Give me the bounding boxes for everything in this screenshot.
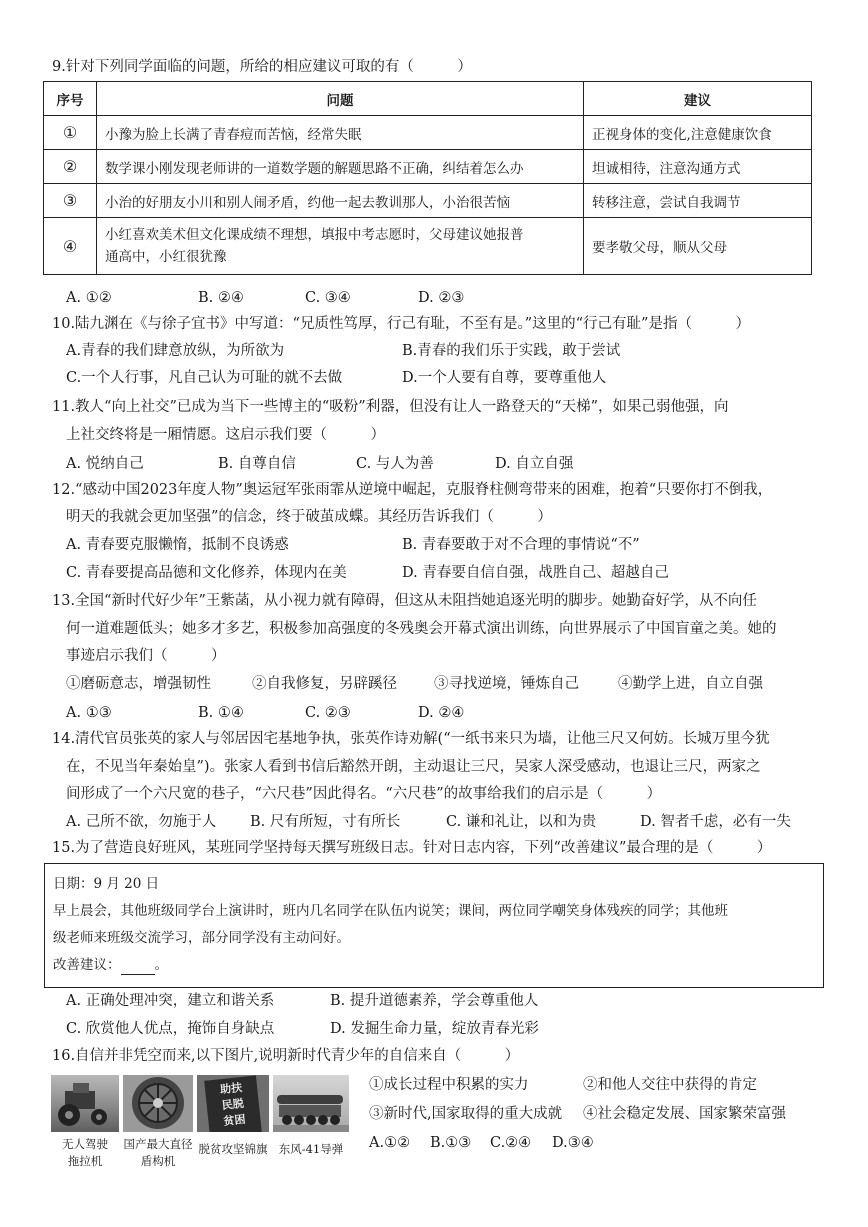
q9-option-c: C. ③④ [305, 290, 351, 306]
row-problem: 小治的好朋友小川和别人闹矛盾，约他一起去教训那人，小治很苦恼 [97, 184, 584, 218]
q13-option-b: B. ①④ [198, 705, 244, 721]
row-advice: 正视身体的变化,注意健康饮食 [584, 116, 812, 150]
log-suggestion [53, 955, 168, 975]
log-line-1: 早上晨会，其他班级同学台上演讲时，班内几名同学在队伍内说笑；课间，两位同学嘲笑身体残疾的同学；其他班 [53, 903, 728, 919]
q11-stem-line1: 11.教人“向上社交”已成为当下一些博主的“吸粉”利器，但没有让人一路登天的“天梯”，如果己弱他强，向 [52, 399, 729, 415]
q9-option-d: D. ②③ [418, 290, 465, 306]
q9-option-b: B. ②④ [198, 290, 244, 306]
row-problem: 数学课小刚发现老师讲的一道数学题的解题思路不正确，纠结着怎么办 [97, 150, 584, 184]
caption-banner: 脱贫攻坚锦旗 [198, 1142, 268, 1156]
q14-option-b: B. 尺有所短，寸有所长 [250, 814, 401, 830]
row-advice: 坦诚相待，注意沟通方式 [584, 150, 812, 184]
q11-option-c: C. 与人为善 [356, 456, 434, 472]
caption-missile: 东风-41导弹 [278, 1142, 344, 1156]
q13-item-3: ③寻找逆境，锤炼自己 [434, 676, 579, 692]
q16-stem: 16.自信并非凭空而来,以下图片,说明新时代青少年的自信来自（ ） [52, 1048, 520, 1064]
q12-option-c: C. 青春要提高品德和文化修养，体现内在美 [66, 565, 347, 581]
table-row [44, 218, 812, 275]
q15-option-c: C. 欣赏他人优点，掩饰自身缺点 [66, 1021, 275, 1037]
q16-option-b: B.①③ [430, 1135, 472, 1151]
banner-text-3: 贫困 [222, 1112, 247, 1129]
q12-stem-line2: 明天的我就会更加坚强”的信念，终于破茧成蝶。其经历告诉我们（ ） [66, 509, 552, 525]
q15-option-d: D. 发掘生命力量，绽放青春光彩 [330, 1021, 539, 1037]
q9-table [43, 81, 812, 275]
table-header-advice: 建议 [584, 82, 812, 116]
q14-stem-line2: 在，不见当年秦始皇”)。张家人看到书信后豁然开朗，主动退让三尺，吴家人深受感动，也退让三尺，两家之 [66, 759, 761, 775]
log-date: 日期：9 月 20 日 [53, 876, 160, 892]
table-row [44, 150, 812, 184]
row-advice: 转移注意，尝试自我调节 [584, 184, 812, 218]
q16-option-d: D.③④ [552, 1135, 594, 1151]
row-num: ② [44, 150, 97, 184]
caption-tractor: 无人驾驶 拖拉机 [62, 1137, 108, 1168]
row-num: ① [44, 116, 97, 150]
q11-option-a: A. 悦纳自己 [66, 456, 144, 472]
q9-stem: 9.针对下列同学面临的问题，所给的相应建议可取的有（ ） [52, 59, 472, 75]
log-line-2: 级老师来班级交流学习，部分同学没有主动问好。 [53, 930, 350, 946]
row-advice: 要孝敬父母，顺从父母 [584, 218, 812, 275]
q16-item-3: ③新时代,国家取得的重大成就 [369, 1106, 563, 1122]
q14-option-a: A. 己所不欲，勿施于人 [66, 814, 217, 830]
q10-stem: 10.陆九渊在《与徐子宜书》中写道：“兄质性笃厚，行己有耻，不至有是。”这里的“行己有耻”是指（ ） [52, 316, 750, 332]
missile-photo [273, 1075, 349, 1132]
q10-option-a: A.青春的我们肆意放纵，为所欲为 [66, 343, 285, 359]
row-num: ④ [44, 218, 97, 275]
q16-item-4: ④社会稳定发展、国家繁荣富强 [583, 1106, 786, 1122]
row-problem-line1: 小红喜欢美术但文化课成绩不理想，填报中考志愿时，父母建议她报普 [105, 227, 524, 243]
q13-option-c: C. ②③ [305, 705, 351, 721]
table-header-num: 序号 [44, 82, 97, 116]
q14-stem-line3: 间形成了一个六尺宽的巷子，“六尺巷”因此得名。“六尺巷”的故事给我们的启示是（ ） [66, 786, 662, 802]
q12-option-b: B. 青春要敢于对不合理的事情说“不” [402, 537, 640, 553]
q12-option-d: D. 青春要自信自强，战胜自己、超越自己 [402, 565, 669, 581]
q16-item-1: ①成长过程中积累的实力 [369, 1077, 529, 1093]
row-problem: 小豫为脸上长满了青春痘而苦恼，经常失眠 [97, 116, 584, 150]
q11-option-d: D. 自立自强 [495, 456, 574, 472]
q14-stem-line1: 14.清代官员张英的家人与邻居因宅基地争执，张英作诗劝解(“一纸书来只为墙，让他三尺又何妨。长城万里今犹 [52, 731, 770, 747]
class-log-box [44, 863, 824, 988]
row-problem [97, 218, 584, 275]
q11-option-b: B. 自尊自信 [218, 456, 296, 472]
tbm-photo [123, 1075, 193, 1132]
q10-option-d: D.一个人要有自尊，要尊重他人 [402, 370, 607, 386]
table-header-problem: 问题 [97, 82, 584, 116]
q14-option-c: C. 谦和礼让，以和为贵 [446, 814, 597, 830]
log-suggestion-label: 改善建议： [53, 957, 121, 973]
q10-option-b: B.青春的我们乐于实践，敢于尝试 [402, 343, 621, 359]
caption-tbm: 国产最大直径 盾构机 [123, 1137, 193, 1168]
q16-option-c: C.②④ [490, 1135, 532, 1151]
q13-stem-line1: 13.全国“新时代好少年”王紫菡，从小视力就有障碍，但这从未阻挡她追逐光明的脚步。她勤奋好学，从不向任 [52, 593, 757, 609]
q15-option-a: A. 正确处理冲突，建立和谐关系 [66, 993, 275, 1009]
q13-option-a: A. ①③ [66, 705, 112, 721]
q10-option-c: C.一个人行事，凡自己认为可耻的就不去做 [66, 370, 343, 386]
table-row [44, 116, 812, 150]
table-row [44, 184, 812, 218]
q13-item-4: ④勤学上进，自立自强 [618, 676, 763, 692]
tractor-photo [51, 1075, 119, 1132]
row-num: ③ [44, 184, 97, 218]
q16-option-a: A.①② [369, 1135, 411, 1151]
banner-text-1: 助扶 [219, 1080, 243, 1097]
q15-stem: 15.为了营造良好班风，某班同学坚持每天撰写班级日志。针对日志内容，下列“改善建议”最合理的是（ ） [52, 840, 772, 856]
q14-option-d: D. 智者千虑，必有一失 [640, 814, 791, 830]
q12-stem-line1: 12.“感动中国2023年度人物”奥运冠军张雨霏从逆境中崛起，克服脊柱侧弯带来的困难，抱着“只要你打不倒我， [52, 482, 773, 498]
q9-option-a: A. ①② [66, 290, 112, 306]
q13-stem-line2: 何一道难题低头；她多才多艺，积极参加高强度的冬残奥会开幕式演出训练，向世界展示了中国盲童之美。她的 [66, 621, 777, 637]
banner-photo [197, 1075, 269, 1132]
row-problem-line2: 通高中，小红很犹豫 [105, 249, 227, 265]
banner-text-2: 民脱 [221, 1096, 245, 1113]
log-suggestion-end: 。 [154, 957, 168, 973]
q12-option-a: A. 青春要克服懒惰，抵制不良诱惑 [66, 537, 289, 553]
q13-stem-line3: 事迹启示我们（ ） [66, 648, 226, 664]
q11-stem-line2: 上社交终将是一厢情愿。这启示我们要（ ） [66, 427, 385, 443]
answer-blank [121, 960, 155, 975]
q15-option-b: B. 提升道德素养，学会尊重他人 [330, 993, 539, 1009]
q13-item-2: ②自我修复，另辟蹊径 [252, 676, 397, 692]
q13-option-d: D. ②④ [418, 705, 465, 721]
q16-item-2: ②和他人交往中获得的肯定 [583, 1077, 757, 1093]
q13-item-1: ①磨砺意志，增强韧性 [66, 676, 211, 692]
